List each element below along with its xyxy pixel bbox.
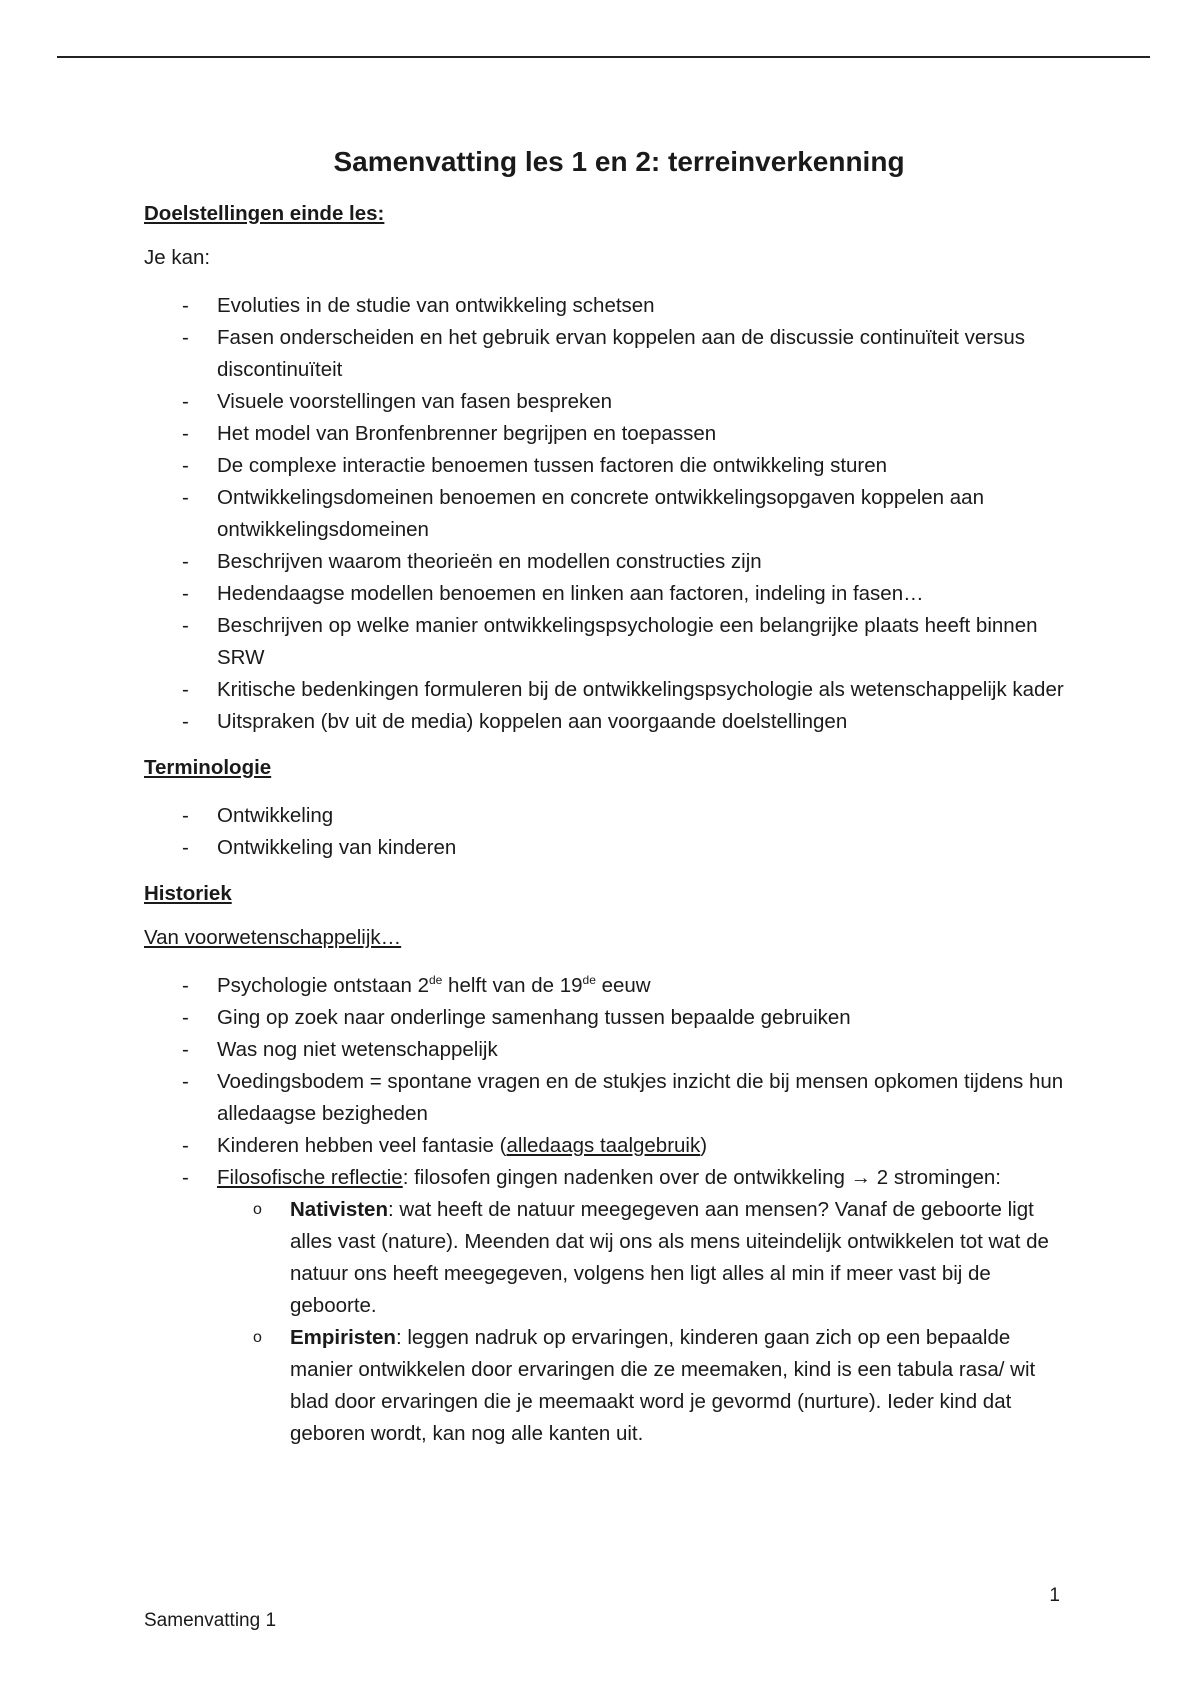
list-item: - Ontwikkeling	[144, 800, 1064, 832]
list-item: o Empiristen: leggen nadruk op ervaringen, kinderen gaan zich op een bepaalde manier ontwikkelen door ervaringen die ze meemaken, kind is een tabula rasa/ wit blad door ervaringen die je meemaakt word je gevormd (nurture). Ieder kind dat geboren wordt, kan nog alle kanten uit.	[217, 1322, 1064, 1450]
dash-bullet: -	[182, 422, 189, 445]
list-item: - Hedendaagse modellen benoemen en linken aan factoren, indeling in fasen…	[144, 578, 1064, 610]
list-item: - Kinderen hebben veel fantasie (alledaags taalgebruik)	[144, 1130, 1064, 1162]
dash-bullet: -	[182, 1166, 189, 1189]
dash-bullet: -	[182, 974, 189, 997]
dash-bullet: -	[182, 614, 189, 637]
goals-intro: Je kan:	[144, 246, 211, 269]
dash-bullet: -	[182, 454, 189, 477]
circle-bullet: o	[253, 1201, 262, 1218]
terminology-heading: Terminologie	[144, 756, 272, 779]
list-item: - Psychologie ontstaan 2de helft van de 19de eeuw	[144, 970, 1064, 1002]
list-item: - Visuele voorstellingen van fasen bespreken	[144, 386, 1064, 418]
page-title: Samenvatting les 1 en 2: terreinverkenning	[333, 146, 905, 177]
history-subheading: Van voorwetenschappelijk…	[144, 926, 402, 949]
list-item: - Fasen onderscheiden en het gebruik ervan koppelen aan de discussie continuïteit versus discontinuïteit	[144, 322, 1064, 386]
dash-bullet: -	[182, 326, 189, 349]
terminology-list	[144, 800, 1064, 864]
dash-bullet: -	[182, 1038, 189, 1061]
dash-bullet: -	[182, 710, 189, 733]
list-item: - Was nog niet wetenschappelijk	[144, 1034, 1064, 1066]
dash-bullet: -	[182, 1134, 189, 1157]
dash-bullet: -	[182, 1070, 189, 1093]
dash-bullet: -	[182, 582, 189, 605]
dash-bullet: -	[182, 390, 189, 413]
dash-bullet: -	[182, 836, 189, 859]
list-item: - Beschrijven op welke manier ontwikkelingspsychologie een belangrijke plaats heeft binnen SRW	[144, 610, 1064, 674]
dash-bullet: -	[182, 1006, 189, 1029]
list-item: - Kritische bedenkingen formuleren bij de ontwikkelingspsychologie als wetenschappelijk kader	[144, 674, 1064, 706]
page-number: 1	[1049, 1585, 1060, 1606]
document-body	[144, 146, 1064, 1468]
list-item: - Ontwikkelingsdomeinen benoemen en concrete ontwikkelingsopgaven koppelen aan ontwikkelingsdomeinen	[144, 482, 1064, 546]
history-list	[144, 970, 1064, 1450]
list-item: - Filosofische reflectie: filosofen gingen nadenken over de ontwikkeling → 2 stromingen: o Nativisten: wat heeft de natuur meegegeven aan mensen? Vanaf de geboorte ligt alles vast (nature). Meenden dat wij ons als mens uiteindelijk ontwikkelen tot wat de natuur ons heeft meegegeven, volgens hen ligt alles al min if meer vast bij de geboorte. o Empiristen: leggen nadruk op ervaringen, kinderen gaan zich op een bepaalde manier ontwikkelen door ervaringen die ze meemaken, kind is een tabula rasa/ wit blad door ervaringen die je meemaakt word je gevormd (nurture). Ieder kind dat geboren wordt, kan nog alle kanten uit.	[144, 1162, 1064, 1450]
circle-bullet: o	[253, 1329, 262, 1346]
header-rule	[57, 56, 1150, 58]
dash-bullet: -	[182, 294, 189, 317]
list-item: - Beschrijven waarom theorieën en modellen constructies zijn	[144, 546, 1064, 578]
list-item: - Voedingsbodem = spontane vragen en de stukjes inzicht die bij mensen opkomen tijdens hun alledaagse bezigheden	[144, 1066, 1064, 1130]
list-item: - Uitspraken (bv uit de media) koppelen aan voorgaande doelstellingen	[144, 706, 1064, 738]
dash-bullet: -	[182, 678, 189, 701]
list-item: - De complexe interactie benoemen tussen factoren die ontwikkeling sturen	[144, 450, 1064, 482]
history-heading: Historiek	[144, 882, 232, 905]
dash-bullet: -	[182, 550, 189, 573]
list-item: - Het model van Bronfenbrenner begrijpen en toepassen	[144, 418, 1064, 450]
list-item: - Evoluties in de studie van ontwikkeling schetsen	[144, 290, 1064, 322]
footer-text: Samenvatting 1	[144, 1610, 277, 1631]
dash-bullet: -	[182, 804, 189, 827]
list-item: - Ging op zoek naar onderlinge samenhang tussen bepaalde gebruiken	[144, 1002, 1064, 1034]
list-item: - Ontwikkeling van kinderen	[144, 832, 1064, 864]
schools-sublist	[217, 1194, 1064, 1450]
goals-heading: Doelstellingen einde les:	[144, 202, 385, 225]
goals-list	[144, 290, 1064, 738]
list-item: o Nativisten: wat heeft de natuur meegegeven aan mensen? Vanaf de geboorte ligt alles vast (nature). Meenden dat wij ons als mens uiteindelijk ontwikkelen tot wat de natuur ons heeft meegegeven, volgens hen ligt alles al min if meer vast bij de geboorte.	[217, 1194, 1064, 1322]
dash-bullet: -	[182, 486, 189, 509]
